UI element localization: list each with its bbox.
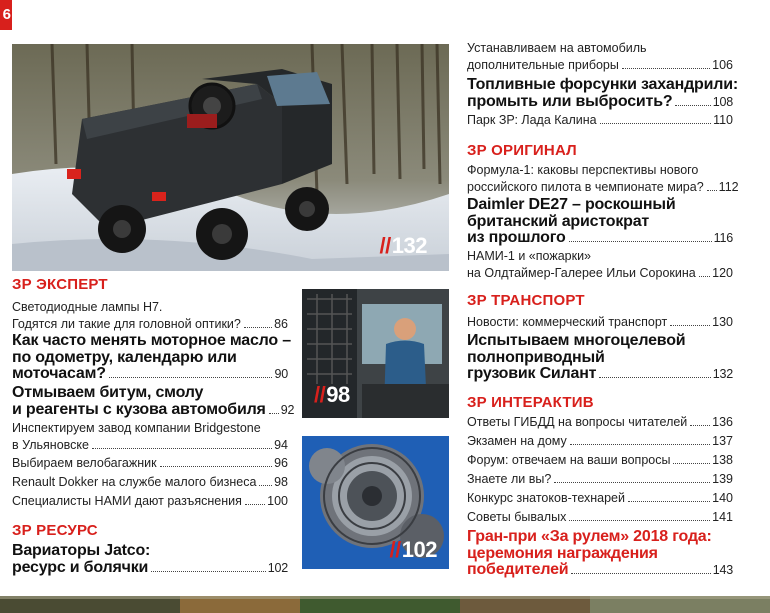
toc-line [467, 509, 733, 526]
toc-page: 96 [274, 456, 288, 470]
leader-dots [92, 448, 272, 449]
toc-entry[interactable] [12, 299, 288, 333]
leader-dots [571, 573, 710, 574]
toc-entry[interactable] [12, 543, 288, 576]
toc-line [467, 314, 733, 331]
leader-dots [109, 377, 273, 378]
toc-text: Советы бывалых [467, 510, 567, 524]
toc-text: Устанавливаем на автомобиль [467, 41, 647, 55]
toc-text: и реагенты с кузова автомобиля [12, 400, 266, 418]
toc-page: 141 [712, 510, 733, 524]
toc-text: Ответы ГИБДД на вопросы читателей [467, 415, 688, 429]
toc-entry[interactable] [467, 529, 733, 579]
leader-dots [622, 68, 710, 69]
toc-line [467, 546, 733, 563]
leader-dots [244, 327, 272, 328]
toc-text: Топливные форсунки захандрили: [467, 76, 738, 93]
toc-text: Как часто менять моторное масло – [12, 332, 291, 349]
toc-entry[interactable] [467, 433, 733, 450]
toc-text: Новости: коммерческий транспорт [467, 315, 668, 329]
toc-text: на Олдтаймер-Галерее Ильи Сорокина [467, 266, 696, 280]
toc-line [467, 562, 733, 579]
toc-page: 138 [712, 453, 733, 467]
toc-text: Парк ЗР: Лада Калина [467, 113, 597, 127]
toc-line [467, 350, 733, 367]
toc-line [12, 385, 288, 402]
leader-dots [699, 276, 710, 277]
toc-line [12, 332, 291, 350]
section-title-transport: ЗР ТРАНСПОРТ [467, 292, 585, 309]
toc-line [467, 333, 733, 350]
toc-text: Daimler DE27 – роскошный [467, 196, 676, 213]
toc-text: Конкурс знатоков-технарей [467, 491, 625, 505]
toc-text: полноприводный [467, 348, 605, 366]
slash-mark: // [314, 382, 326, 407]
toc-line [467, 162, 733, 179]
toc-page: 120 [712, 266, 733, 280]
toc-entry[interactable] [467, 414, 733, 431]
toc-page: 108 [712, 94, 733, 109]
leader-dots [554, 482, 710, 483]
toc-text: Годятся ли такие для головной оптики? [12, 317, 241, 331]
leader-dots [569, 520, 710, 521]
toc-text: российского пилота в чемпионате мира? [467, 180, 704, 194]
leader-dots [245, 504, 265, 505]
toc-text: Renault Dokker на службе малого бизнеса [12, 475, 257, 489]
toc-entry[interactable] [467, 76, 738, 110]
leader-dots [673, 463, 710, 464]
toc-entry[interactable] [12, 474, 288, 491]
toc-entry[interactable] [467, 162, 739, 196]
toc-line [467, 529, 733, 546]
toc-text: победителей [467, 561, 569, 578]
toc-text: церемония награждения [467, 544, 658, 562]
toc-entry[interactable] [467, 333, 733, 383]
leader-dots [670, 325, 710, 326]
gearbox-label-number: 102 [401, 537, 437, 562]
toc-line [467, 265, 733, 282]
toc-page: 106 [712, 58, 733, 72]
toc-text: моточасам? [12, 365, 106, 382]
right-column [467, 0, 739, 596]
toc-page: 86 [274, 317, 288, 331]
leader-dots [599, 377, 710, 378]
toc-page: 102 [267, 560, 288, 575]
toc-line [467, 471, 733, 488]
toc-line [467, 57, 733, 74]
leader-dots [160, 466, 273, 467]
leader-dots [628, 501, 710, 502]
page-number: 6 [0, 0, 12, 30]
toc-page: 137 [712, 434, 733, 448]
leader-dots [151, 571, 266, 572]
toc-text: Форум: отвечаем на ваши вопросы [467, 453, 671, 467]
toc-page: 98 [274, 475, 288, 489]
section-title-original: ЗР ОРИГИНАЛ [467, 142, 577, 159]
toc-text: дополнительные приборы [467, 58, 619, 72]
toc-entry[interactable] [12, 332, 291, 383]
toc-page: 90 [274, 367, 288, 381]
toc-line [467, 452, 733, 469]
truck-label-number: 132 [391, 233, 427, 258]
toc-text: Знаете ли вы? [467, 472, 552, 486]
driver-label-number: 98 [326, 382, 350, 407]
toc-line [12, 543, 288, 560]
toc-entry[interactable] [467, 112, 733, 129]
toc-text: Испытываем многоцелевой [467, 332, 686, 349]
toc-text: по одометру, календарю или [12, 348, 237, 366]
toc-text: Экзамен на дому [467, 434, 567, 448]
driver-photo [302, 289, 449, 418]
toc-line [467, 214, 733, 231]
slash-mark: // [379, 233, 391, 258]
toc-line [467, 490, 733, 507]
leader-dots [600, 123, 711, 124]
toc-text: Вариаторы Jatco: [12, 542, 151, 559]
toc-page: 140 [712, 491, 733, 505]
toc-line [12, 420, 288, 437]
toc-line [12, 493, 288, 510]
toc-text: Гран-при «За рулем» 2018 года: [467, 528, 712, 545]
toc-line [467, 433, 733, 450]
toc-entry[interactable] [12, 384, 295, 418]
toc-entry[interactable] [467, 509, 733, 526]
section-title-expert: ЗР ЭКСПЕРТ [12, 276, 108, 293]
toc-text: британский аристократ [467, 212, 650, 230]
left-column [12, 0, 295, 596]
toc-line [467, 248, 733, 265]
toc-page: 110 [713, 113, 733, 127]
toc-line [467, 179, 739, 196]
toc-entry[interactable] [467, 452, 733, 469]
toc-line [12, 316, 288, 333]
toc-page: 136 [712, 415, 733, 429]
leader-dots [569, 241, 712, 242]
toc-page: 92 [280, 402, 295, 417]
toc-text: Светодиодные лампы Н7. [12, 300, 163, 314]
gearbox-photo-page-label [390, 537, 437, 563]
leader-dots [690, 425, 710, 426]
toc-line [12, 299, 288, 316]
toc-text: Специалисты НАМИ дают разъяснения [12, 494, 242, 508]
slash-mark: // [389, 537, 401, 562]
toc-entry[interactable] [12, 493, 288, 510]
toc-text: Отмываем битум, смолу [12, 384, 204, 401]
toc-entry[interactable] [467, 314, 733, 331]
toc-page: 132 [712, 367, 733, 381]
toc-text: НАМИ-1 и «пожарки» [467, 249, 592, 263]
toc-line [467, 366, 733, 383]
toc-line [12, 366, 288, 383]
section-title-interactive: ЗР ИНТЕРАКТИВ [467, 394, 594, 411]
toc-entry[interactable] [12, 420, 288, 454]
toc-text: грузовик Силант [467, 365, 597, 382]
toc-page: 116 [713, 231, 733, 245]
toc-line [12, 474, 288, 491]
toc-line [467, 94, 733, 111]
toc-text: Инспектируем завод компании Bridgestone [12, 421, 261, 435]
toc-entry[interactable] [12, 455, 288, 472]
toc-text: Выбираем велобагажник [12, 456, 157, 470]
toc-entry[interactable] [467, 471, 733, 488]
toc-line [12, 350, 288, 367]
gearbox-photo [302, 436, 449, 569]
toc-line [467, 230, 733, 247]
section-title-resource: ЗР РЕСУРС [12, 522, 98, 539]
toc-line [12, 560, 288, 577]
leader-dots [707, 190, 717, 191]
toc-entry[interactable] [467, 490, 733, 507]
toc-text: в Ульяновске [12, 438, 89, 452]
toc-page: 139 [712, 472, 733, 486]
toc-line [467, 414, 733, 431]
driver-photo-page-label [314, 382, 350, 408]
toc-page: 143 [712, 563, 733, 577]
truck-photo-page-label [380, 233, 427, 259]
toc-page: 112 [718, 180, 739, 194]
toc-line [467, 40, 733, 57]
leader-dots [675, 105, 710, 106]
toc-line [12, 455, 288, 472]
toc-text: из прошлого [467, 229, 566, 246]
leader-dots [269, 413, 279, 414]
toc-line [467, 197, 733, 214]
toc-text: Формула-1: каковы перспективы нового [467, 163, 699, 177]
toc-line [467, 76, 738, 94]
toc-entry[interactable] [467, 40, 733, 74]
leader-dots [570, 444, 710, 445]
toc-text: ресурс и болячки [12, 558, 149, 576]
toc-text: промыть или выбросить? [467, 92, 673, 110]
toc-line [467, 112, 733, 129]
bottom-photo-strip [0, 596, 770, 613]
toc-entry[interactable] [467, 197, 733, 247]
toc-page: 130 [712, 315, 733, 329]
toc-line [12, 437, 288, 454]
toc-page: 100 [267, 494, 288, 508]
leader-dots [259, 485, 272, 486]
toc-entry[interactable] [467, 248, 733, 282]
toc-line [12, 400, 295, 419]
toc-page: 94 [274, 438, 288, 452]
